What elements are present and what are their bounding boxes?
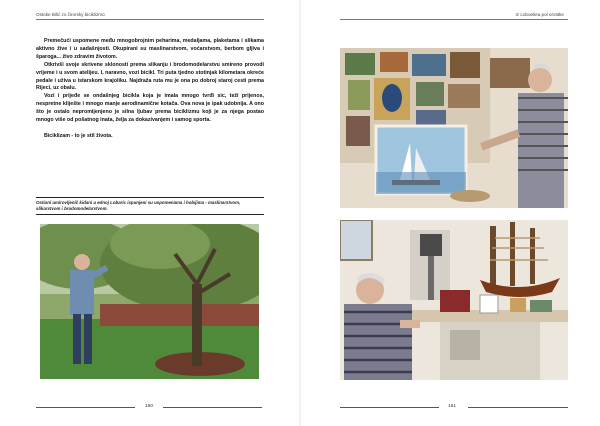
page-number-left: 160 [144, 404, 153, 409]
page-number-right: 161 [447, 404, 456, 409]
paragraph-3: Vozi i prijeđe se ondašnjeg bicikla koja je imala mnogo tvrđi sic, teži prijenos, nespretne kliješte i mnogo manje aerodinamične kotača. Ova nova je ipak udobnija. A ono što je ostalo nepromijenjeno je silna ljubav prema biciklizmu koji je za njega postao mnogo više od pošatnog inata, želja za dokazivanjem i samog sporta. [36, 93, 264, 124]
header-rule-left [36, 19, 264, 20]
footer-rule-right-a [340, 407, 439, 408]
gutter [299, 0, 301, 426]
closing-line: Biciklizam - to je stil života. [44, 132, 113, 139]
article-text [36, 38, 264, 141]
running-header-left: Ostoke Bilić zo čirorsky biciklizmo [36, 12, 105, 17]
photo-man-painting [340, 48, 568, 208]
paragraph-1: Premečući uspomene među mnogobrojnim peharima, medaljama, plaketama i slikama aktivno žive i u sadašnjosti. Okupirani su maslinarstvom, voćarstvom, berbom gljiva i šparoga... živo zdravim životom. [36, 38, 264, 60]
photo-man-building-ship-model [340, 220, 568, 380]
paragraph-2: Otkrivši svoje skrivene sklonosti prema slikanju i brodomodelarstvu smireno provodi vrijeme i u svom atelijeu. I, naravno, vozi bicikl. Tri puta tjedno stotinjak kilometara okreće pedale i uživa u istarskom krajoliku. Najdraža ruta mu je ona po dobroj staroj cesti prema Rijeci, uz obalu. [36, 61, 264, 92]
left-page [0, 0, 298, 426]
photo-caption: Ostioni umirovljenič kidani u ednoj Lobaric ispunjeni su uspomenama i hobijima - maslinarstvom, slikarstvom i brodomodelarstvom. [36, 197, 264, 215]
footer-rule-left-b [163, 407, 262, 408]
footer-rule-left-a [36, 407, 135, 408]
photo-man-in-olive-grove [40, 224, 259, 379]
footer-rule-right-b [468, 407, 568, 408]
running-header-right: Iz Loboeliea pol orostke [515, 12, 564, 17]
right-page [302, 0, 600, 426]
header-rule-right [340, 19, 568, 20]
